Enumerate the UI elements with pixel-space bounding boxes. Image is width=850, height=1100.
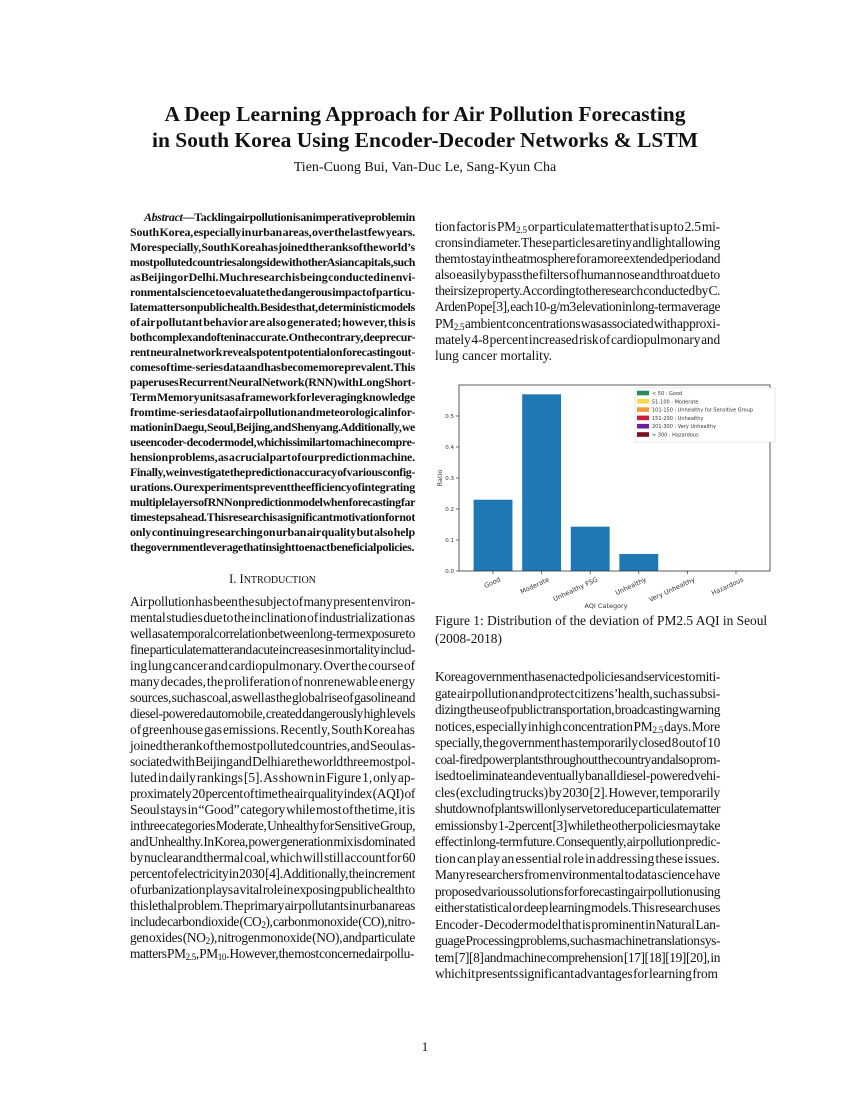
- text-line: gen oxides $(NO_2)$, nitrogen monoxide (NO), and particulate: [130, 930, 415, 946]
- text-line: of air pollutant behavior are also generated; however, this is: [130, 315, 416, 329]
- text-line: fine particulate matter and acute increases in mortality includ-: [130, 642, 415, 657]
- legend-label: 201-300 : Very Unhealthy: [652, 424, 717, 431]
- figure-caption: [435, 612, 775, 648]
- section-title-rest: NTRODUCTION: [243, 575, 316, 586]
- figure-caption-line-2: (2008-2018): [435, 631, 502, 646]
- text-line: many decades, the proliferation of nonrenewable energy: [130, 674, 415, 689]
- text-line: timesteps ahead. This research is a significant motivation for not: [130, 510, 415, 524]
- text-line: joined the rank of the most polluted countries, and Seoul as-: [130, 738, 416, 753]
- text-line: proposed various solutions for forecasting air pollution using: [435, 883, 720, 899]
- text-line: paper uses Recurrent Neural Network (RNN) with Long Short-: [130, 375, 415, 389]
- text-line: ing lung cancer and cardiopulmonary. Over the course of: [130, 658, 416, 673]
- text-line: use encoder-decoder model, which is similar to machine compre-: [130, 435, 416, 449]
- paper-title-line-2: in South Korea Using Encoder-Decoder Networks & LSTM: [151, 128, 699, 152]
- introduction-text: [130, 594, 415, 962]
- text-line: lung cancer mortality.: [435, 347, 552, 363]
- text-line: and Unhealthy. In Korea, power generation mix is dominated: [130, 834, 415, 849]
- text-line: their size property. According to the research conducted by C.: [435, 283, 720, 299]
- x-tick-label: Moderate: [519, 575, 551, 596]
- x-tick-label: Good: [482, 575, 502, 591]
- text-line: percent of electricity in 2030 [4]. Additionally, the increment: [130, 866, 415, 881]
- abstract-label: Abstract—: [144, 210, 195, 224]
- legend-swatch: [637, 424, 649, 429]
- abstract: [130, 210, 415, 555]
- text-line: urations. Our experiments prevent the efficiency of integrating: [130, 480, 415, 494]
- text-line: this lethal problem. The primary air pollutants in urban areas: [130, 898, 415, 913]
- text-line: Many researchers from environmental to data science have: [435, 867, 720, 882]
- legend-label: 51-100 : Moderate: [652, 399, 699, 406]
- text-line: tem [7][8] and machine comprehension [17][18][19][20], in: [435, 949, 720, 965]
- text-line: as Beijing or Delhi. Much research is being conducted in envi-: [130, 270, 416, 284]
- legend-label: > 300 : Hazardous: [652, 432, 699, 439]
- text-line: Air pollution has been the subject of many present environ-: [130, 594, 415, 609]
- text-line: Abstract—Tackling air pollution is an imperative problem in: [130, 210, 415, 225]
- x-tick-label: Very Unhealthy: [647, 575, 697, 604]
- y-tick-label: 0.4: [445, 445, 454, 451]
- text-line: Korea government has enacted policies and services to miti-: [435, 669, 721, 684]
- legend-label: 151-200 : Unhealthy: [652, 415, 704, 422]
- authors: Tien-Cuong Bui, Van-Duc Le, Sang-Kyun Cha: [293, 160, 557, 175]
- text-line: comes of time-series data and has become more prevalent. This: [130, 360, 415, 374]
- text-line: them to stay in the atmosphere for a more extended period and: [435, 251, 720, 267]
- text-line: effect in long-term future. Consequently, air pollution predic-: [435, 834, 720, 849]
- y-tick-label: 0.2: [445, 507, 454, 513]
- y-tick-label: 0.5: [445, 414, 454, 420]
- legend-swatch: [637, 416, 649, 421]
- x-tick-label: Hazardous: [710, 575, 745, 598]
- text-line: ronmental science to evaluate the dangerous impact of particu-: [130, 285, 415, 299]
- text-line: Encoder - Decoder model that is prominent in Natural Lan-: [435, 916, 720, 932]
- text-line: $PM_{2.5}$ ambient concentrations was associated with approxi-: [435, 315, 720, 332]
- figure-1-bar-chart: [430, 380, 780, 612]
- bar-unhealthy-fsg: [571, 527, 610, 571]
- text-line: also easily bypass the filters of human nose and throat due to: [435, 267, 720, 283]
- text-line: matters $PM_{2.5}$, $PM_{10}$. However, the most concerned air pollu-: [130, 946, 414, 962]
- figure-caption-line-1: Figure 1: Distribution of the deviation of PM2.5 AQI in Seoul: [435, 613, 768, 628]
- right-column-text-bottom: [435, 669, 720, 983]
- text-line: crons in diameter. These particles are tiny and light allowing: [435, 235, 720, 251]
- text-line: either statistical or deep learning models. This research uses: [435, 900, 720, 915]
- legend-label: 101-150 : Unhealthy for Sensitive Group: [652, 407, 754, 414]
- x-tick-label: Unhealthy: [614, 575, 648, 597]
- legend-label: < 50 : Good: [652, 391, 683, 397]
- legend-swatch: [637, 399, 649, 404]
- text-line: specially, the government has temporarily closed 8 out of 10: [435, 735, 720, 750]
- y-axis-label: Ratio: [436, 469, 444, 487]
- text-line: Arden Pope [3], each 10-g/m3 elevation in long-term average: [435, 299, 720, 315]
- text-line: most polluted countries alongside with other Asian capitals, such: [130, 255, 415, 269]
- x-axis-label: AQI Category: [584, 602, 628, 610]
- y-tick-label: 0.1: [445, 538, 454, 544]
- text-line: rent neural network reveals potent potential on forecasting out-: [130, 345, 415, 359]
- text-line: gate air pollution and protect citizens’ health, such as subsi-: [435, 685, 720, 701]
- text-line: ised to eliminate and eventually ban all diesel-powered vehi-: [435, 768, 720, 783]
- text-line: late matters on public health. Besides that, deterministic models: [130, 300, 415, 314]
- text-line: the government leverage that insight to enact beneficial policies.: [130, 540, 415, 554]
- legend-swatch: [637, 407, 649, 412]
- text-line: shutdown of plants will only serve to reduce particulate matter: [435, 801, 720, 816]
- text-line: in three categories Moderate, Unhealthy for Sensitive Group,: [130, 818, 415, 833]
- text-line: mately 4-8 percent increased risk of cardiopulmonary and: [435, 331, 720, 347]
- bar-good: [474, 500, 513, 571]
- text-line: More specially, South Korea has joined the ranks of the world’s: [130, 240, 415, 254]
- text-line: diesel-powered automobile, created dangerously high levels: [130, 706, 415, 721]
- text-line: mental studies due to the inclination of industrialization as: [130, 610, 415, 625]
- text-line: tion can play an essential role in addressing these issues.: [435, 850, 720, 866]
- text-line: multiple layers of RNN on prediction model when forecasting far: [130, 495, 415, 509]
- paper-title-line-1: A Deep Learning Approach for Air Pollution Forecasting: [164, 102, 686, 126]
- y-tick-label: 0.3: [445, 476, 454, 482]
- bar-unhealthy: [619, 554, 658, 571]
- text-line: both complex and often inaccurate. On the contrary, deep recur-: [130, 330, 416, 344]
- text-line: coal-fired power plants throughout the country and also prom-: [435, 751, 720, 767]
- text-line: which it presents significant advantages for learning from: [435, 966, 718, 981]
- x-tick-label: Unhealthy FSG: [552, 575, 600, 604]
- bar-moderate: [522, 394, 561, 571]
- section-number: I.: [229, 572, 240, 586]
- text-line: well as a temporal correlation between long-term exposure to: [130, 626, 415, 641]
- text-line: South Korea, especially in urban areas, over the last few years.: [130, 225, 415, 239]
- section-heading-introduction: [130, 572, 415, 587]
- text-line: emissions by 1-2 percent [3] while the other policies may take: [435, 817, 720, 833]
- text-line: mation in Daegu, Seoul, Beijing, and Shenyang. Additionally, we: [130, 420, 415, 434]
- legend-swatch: [637, 391, 649, 396]
- text-line: sources, such as coal, as well as the global rise of gasoline and: [130, 690, 416, 705]
- text-line: sociated with Beijing and Delhi are the world three most pol-: [130, 754, 415, 769]
- text-line: Seoul stays in “Good” category while most of the time, it is: [130, 802, 415, 817]
- text-line: cles (excluding trucks) by 2030 [2]. However, temporarily: [435, 784, 720, 800]
- text-line: of greenhouse gas emissions. Recently, South Korea has: [130, 722, 415, 737]
- legend-swatch: [637, 432, 649, 437]
- text-line: notices, especially in high concentration $PM_{2.5}$ days. More: [435, 718, 720, 735]
- text-line: include carbon dioxide $(CO_2)$, carbon monoxide (CO), nitro-: [130, 914, 415, 930]
- text-line: dizing the use of public transportation, broadcasting warning: [435, 702, 720, 717]
- text-line: of urbanization plays a vital role in exposing public health to: [130, 882, 416, 897]
- text-line: from time-series data of air pollution and meteorological infor-: [130, 405, 416, 419]
- section-title-initial: I: [239, 572, 244, 586]
- text-line: only continuing researching on urban air quality but also help: [130, 525, 415, 539]
- text-line: Finally, we investigate the prediction accuracy of various config-: [130, 465, 415, 479]
- text-line: Term Memory units as a framework for leveraging knowledge: [130, 390, 415, 404]
- text-line: guage Processing problems, such as machine translation sys-: [435, 933, 720, 948]
- text-line: hension problems, as a crucial part of our prediction machine.: [130, 450, 415, 464]
- text-line: tion factor is $PM_{2.5}$ or particulate matter that is up to 2.5 mi-: [435, 219, 720, 235]
- text-line: luted in daily rankings [5]. As shown in Figure 1, only ap-: [130, 770, 415, 785]
- text-line: by nuclear and thermal coal, which will still account for 60: [130, 850, 416, 865]
- text-line: proximately 20 percent of time the air quality index (AQI) of: [130, 786, 415, 801]
- y-tick-label: 0.0: [445, 569, 454, 575]
- right-column-text-top: [435, 219, 720, 364]
- page-number: 1: [421, 1039, 429, 1054]
